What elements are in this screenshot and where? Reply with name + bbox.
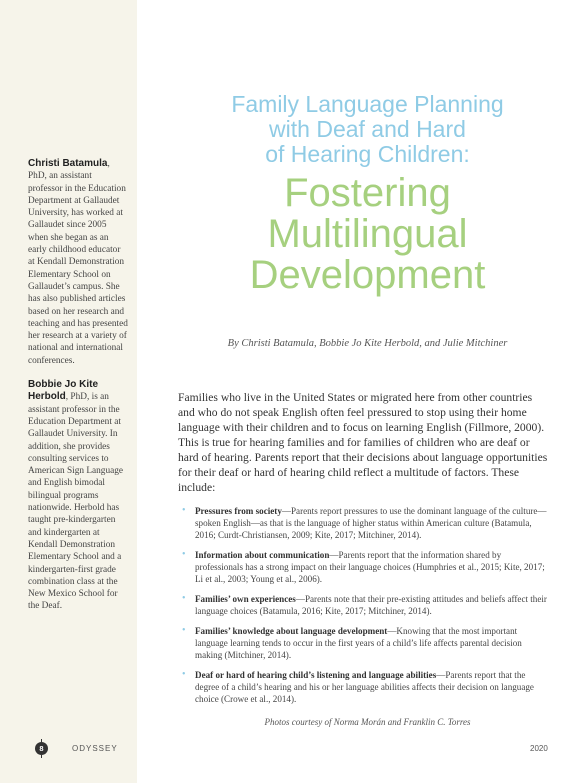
subtitle-line: Development — [249, 253, 486, 297]
bullet-icon: • — [182, 549, 186, 560]
sidebar — [0, 0, 137, 783]
bullet-icon: • — [182, 669, 186, 680]
factor-list — [178, 505, 550, 705]
issue-year: 2020 — [530, 744, 548, 753]
title-main — [150, 92, 585, 167]
author-bios — [28, 158, 128, 625]
title-sub — [150, 173, 585, 296]
title-line: with Deaf and Hard — [269, 116, 466, 142]
page-number-badge: 8 — [35, 742, 48, 755]
title-line: of Hearing Children: — [265, 141, 470, 167]
subtitle-line: Fostering — [284, 171, 451, 215]
page-footer — [0, 742, 585, 756]
title-line: Family Language Planning — [231, 91, 504, 117]
list-item-text: —Parents note that their pre-existing attitudes and beliefs affect their language choices (Batamula, 2016; Kite, 2017; Mitchiner, 2014). — [195, 594, 547, 616]
magazine-name: ODYSSEY — [72, 744, 118, 753]
bio-text: , PhD, is an assistant professor in the Education Department at Gallaudet University. In addition, she provides consulting services to American Sign Language and English bimodal bilingual programs nationwide. Herbold has taught pre-kindergarten and kindergarten at Kendall Demonstration Elementary School and a kindergarten-first grade combination class at the New Mexico School for the Deaf. — [28, 392, 124, 612]
list-item-text: —Parents report that the information shared by professionals has a strong impact on their language choices (Humphries et al., 2015; Kite, 2017; Li et al., 2003; Young et al., 2006). — [195, 550, 545, 584]
bio-name: Christi Batamula — [28, 158, 108, 169]
list-item — [178, 549, 550, 585]
byline: By Christi Batamula, Bobbie Jo Kite Herbold, and Julie Mitchiner — [227, 338, 508, 349]
photo-credit: Photos courtesy of Norma Morán and Franklin C. Torres — [264, 717, 471, 727]
list-item — [178, 593, 550, 617]
list-item-head: Deaf or hard of hearing child’s listening and language abilities — [195, 670, 437, 680]
list-item-head: Information about communication — [195, 550, 330, 560]
list-item-text: —Parents report that the degree of a child’s hearing and his or her language abilities affects their decision on language choice (Crowe et al., 2014). — [195, 670, 534, 704]
intro-paragraph: Families who live in the United States or migrated here from other countries and who do not speak English often feel pressured to stop using their home language with their children and to focus on learning English (Fillmore, 2000). This is true for hearing families and for families of children who are deaf or hard of hearing. Parents report that their decisions about language opportunities for their deaf or hard of hearing child reflect a multitude of factors. These include: — [178, 391, 548, 494]
list-item-head: Families’ knowledge about language development — [195, 626, 388, 636]
list-item — [178, 669, 550, 705]
article-title — [150, 92, 585, 296]
bio-text: , PhD, an assistant professor in the Education Department at Gallaudet University, has worked at Gallaudet since 2005 when she began as an early childhood educator at Kendall Demonstration Elementary School on Gallaudet’s campus. She has also published articles based on her research and teaching and has presented her research at a variety of national and international conferences. — [28, 159, 128, 366]
list-item — [178, 625, 550, 661]
list-item-text: —Knowing that the most important language learning tends to occur in the first years of a child’s life affects parental decision making (Mitchiner, 2014). — [195, 626, 522, 660]
article-body — [178, 390, 550, 713]
bullet-icon: • — [182, 505, 186, 516]
list-item — [178, 505, 550, 541]
list-item-head: Pressures from society — [195, 506, 282, 516]
bio-name: Bobbie Jo Kite Herbold — [28, 379, 99, 403]
subtitle-line: Multilingual — [267, 212, 468, 256]
list-item-head: Families’ own experiences — [195, 594, 296, 604]
list-item-text: —Parents report pressures to use the dominant language of the culture—spoken English—as that is the language of higher status within American culture (Batamula, 2016; Curdt-Christiansen, 2009; Kite, 2017; Mitchiner, 2014). — [195, 506, 547, 540]
bio-herbold — [28, 379, 128, 613]
bullet-icon: • — [182, 593, 186, 604]
bio-batamula — [28, 158, 128, 367]
bullet-icon: • — [182, 625, 186, 636]
